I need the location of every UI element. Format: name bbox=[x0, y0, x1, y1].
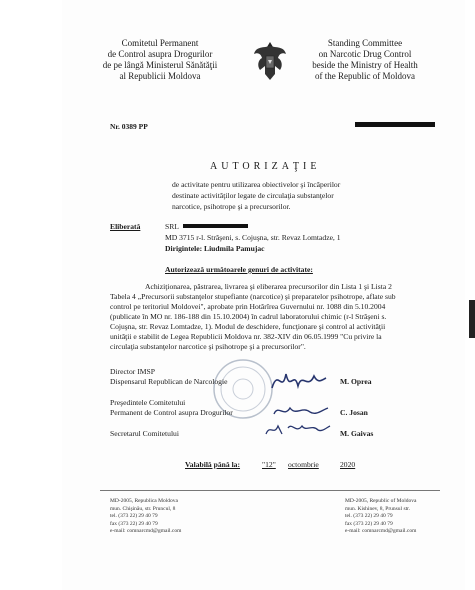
header-left bbox=[95, 38, 225, 82]
header-right-line: of the Republic of Moldova bbox=[315, 71, 415, 81]
issued-director: Dirigintele: Liudmila Pamujac bbox=[165, 244, 265, 253]
body-line: Achiziţionarea, păstrarea, livrarea şi eliberarea precursorilor din Lista 1 şi Lista 2 bbox=[145, 282, 392, 291]
moldova-coat-of-arms-icon bbox=[252, 38, 288, 84]
header-left-line: al Republicii Moldova bbox=[119, 71, 201, 81]
header-right-line: on Narcotic Drug Control bbox=[318, 49, 412, 59]
header-right bbox=[300, 38, 430, 82]
body-line: (publicate în MO nr. 186-188 din 15.10.2004) în cadrul laboratorului chimic (r-l Străşeni s. bbox=[110, 312, 387, 321]
signatory-title: Permanent de Control asupra Drogurilor bbox=[110, 408, 233, 417]
footer-line: MD-2005, Republic of Moldova bbox=[345, 498, 417, 504]
footer-line: fax (373 22) 29 40 79 bbox=[345, 520, 393, 527]
signatory-name: M. Gaivas bbox=[340, 429, 374, 438]
signatory-name: M. Oprea bbox=[340, 377, 372, 386]
footer-line: tel. (373 22) 29 40 79 bbox=[345, 513, 393, 519]
signature-oprea-icon bbox=[268, 366, 330, 396]
body-line: Cojuşna, str. Revaz Lomtadze, 1). Modul de deschidere, funcţionare şi control al activităţii bbox=[110, 322, 386, 331]
issued-address: MD 3715 r-l. Străşeni, s. Cojuşna, str. Revaz Lomtadze, 1 bbox=[165, 233, 341, 242]
footer-line: e-mail: comnarcmd@gmail.com bbox=[110, 528, 182, 534]
footer-line: tel. (373 22) 29 40 79 bbox=[110, 513, 158, 519]
document-title: AUTORIZAŢIE bbox=[210, 161, 321, 172]
footer-divider bbox=[100, 490, 440, 491]
authorizes-heading: Autorizează următoarele genuri de activitate: bbox=[165, 265, 313, 274]
signatory-title: Dispensarul Republican de Narcologie bbox=[110, 377, 228, 386]
footer-left bbox=[110, 498, 181, 536]
validity-month: octombrie bbox=[288, 460, 319, 469]
header-right-line: Standing Committee bbox=[327, 38, 403, 48]
body-line: circulaţia substanţelor narcotice şi psihotrope şi a precursorilor". bbox=[110, 342, 306, 351]
footer-line: mun. Chişinău, str. Pruncul, 8 bbox=[110, 505, 176, 512]
body-line: unităţii e stabilit de Legea Republicii Moldova nr. 382-XIV din 06.05.1999 "Cu privire la bbox=[110, 332, 382, 341]
subtitle-line: narcotice, psihotrope şi a precursorilor. bbox=[172, 202, 291, 211]
document-number: Nr. 0389 PP bbox=[110, 122, 148, 131]
signature-josan-icon bbox=[270, 402, 330, 420]
body-line: control pe teritoriul Moldovei", aprobate prin Hotărîrea Guvernului nr. 1088 din 5.10.2004 bbox=[110, 302, 386, 311]
signatory-title: Director IMSP bbox=[110, 367, 155, 376]
company-prefix: SRL bbox=[165, 222, 179, 231]
header-left-line: Comitetul Permanent bbox=[121, 38, 199, 48]
redacted-block bbox=[355, 122, 435, 127]
footer-right bbox=[345, 498, 417, 536]
redacted-block bbox=[183, 224, 248, 228]
validity-label: Valabilă până la: bbox=[185, 460, 241, 469]
header-right-line: beside the Ministry of Health bbox=[312, 60, 418, 70]
validity-day: "12" bbox=[262, 460, 276, 469]
signatory-title: Secretarul Comitetului bbox=[110, 429, 179, 438]
signatory-title: Preşedintele Comitetului bbox=[110, 398, 186, 407]
header-left-line: de pe lângă Ministerul Sănătăţii bbox=[102, 60, 218, 70]
subtitle-line: destinate activităţilor legate de circulaţia substanţelor bbox=[172, 191, 334, 200]
footer-line: fax (373 22) 29 40 79 bbox=[110, 520, 158, 527]
scan-edge-mark bbox=[469, 300, 475, 338]
subtitle-line: de activitate pentru utilizarea obiectivelor şi încăperilor bbox=[172, 180, 341, 189]
footer-line: e-mail: comnarcmd@gmail.com bbox=[345, 528, 417, 534]
signatory-name: C. Josan bbox=[340, 408, 368, 417]
issued-label: Eliberată bbox=[110, 222, 141, 231]
validity-year: 2020 bbox=[340, 460, 356, 469]
header-left-line: de Control asupra Drogurilor bbox=[107, 49, 213, 59]
body-line: Tabela 4 „Precursorii substanţelor stupefiante (narcotice) şi preparatelor psihotrope, aflate sub bbox=[110, 292, 396, 301]
footer-line: mun. Kishinev, 8, Prunsul str. bbox=[345, 505, 411, 512]
signature-gaivas-icon bbox=[262, 420, 332, 438]
footer-line: MD-2005, Republica Moldova bbox=[110, 498, 178, 504]
